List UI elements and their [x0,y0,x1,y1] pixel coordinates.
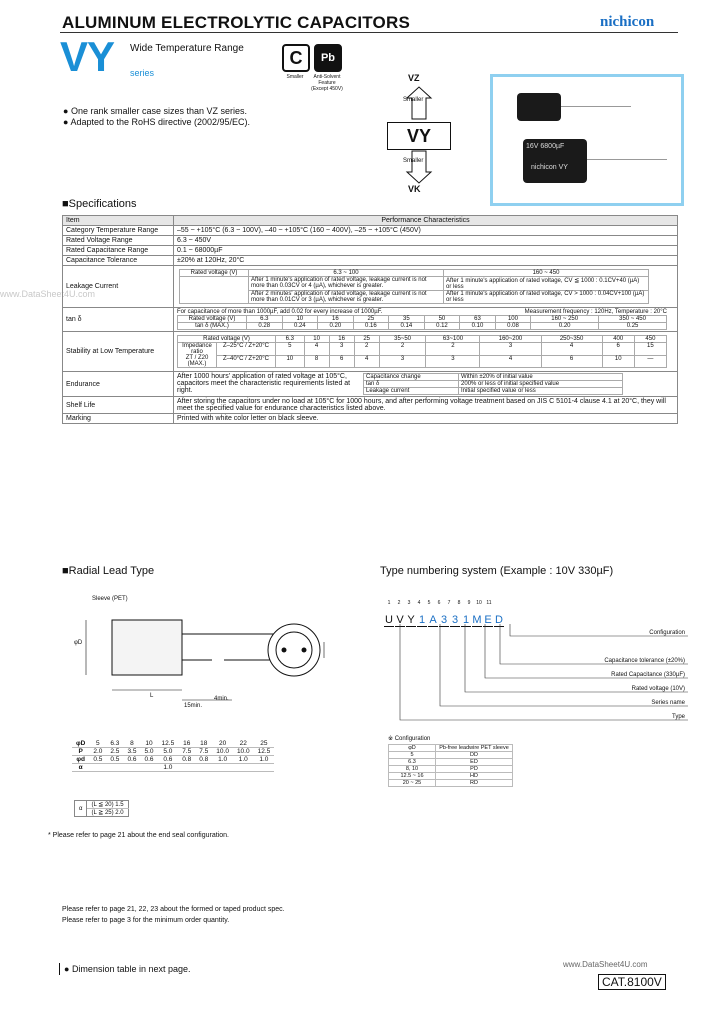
dim-cell: 20 [212,740,233,748]
tan-voltage-cell: 100 [495,316,531,323]
type-label: Rated voltage (10V) [631,686,685,692]
anti-solvent-badge-label: Anti-Solvent Feature (Except 450V) [311,74,343,92]
tan-item: tan δ [63,308,174,332]
rated-c-value: 0.1 ~ 68000µF [174,246,678,256]
dim-cell: 0.5 [89,756,106,764]
footer-bar [59,963,60,975]
watermark: www.DataSheet4U.com [0,289,96,299]
dim-cell: 25 [254,740,275,748]
lt-r2-cell: 3 [379,355,426,368]
dim-cell [254,764,275,772]
end-k3: Leakage current [364,388,459,395]
type-position: 10 [476,600,482,606]
dim-cell: 6.3 [106,740,123,748]
table-row [75,801,129,809]
dim-cell: 7.5 [195,748,212,756]
dim-cell [178,764,195,772]
table-row [364,381,623,388]
dim-cell: 3.5 [123,748,140,756]
lt-r1-cell: 2 [426,343,480,356]
endurance-subtable [363,373,623,395]
ref-line-2: Please refer to page 3 for the minimum order quantity. [62,917,230,924]
table-row [72,748,274,756]
shelf-value: After storing the capacitors under no load at 105°C for 1000 hours, and after performing voltage treatment based on JIS C 5101-4 clause 4.1 at 20°C, they will meet the specified value for endurance characteristics listed above. [174,397,678,414]
dim-cell: 10.0 [233,748,254,756]
type-code-char: V [396,614,404,626]
dim-cell: 2.0 [89,748,106,756]
leakage-value [174,266,678,308]
lt-r2-cell: 10 [602,355,634,368]
small-capacitor-image [517,93,561,121]
sleeve-label: Sleeve (PET) [92,596,128,602]
tan-voltage-cell: 10 [282,316,318,323]
product-photo [490,74,684,206]
dim-cell: 22 [233,740,254,748]
bullet-list [63,106,250,128]
tan-value-cell: 0.20 [531,323,599,330]
tan-value-cell: 0.14 [389,323,425,330]
lt-r1-cell: 6 [602,343,634,356]
endurance-item: Endurance [63,372,174,397]
lt-r1-cell: 5 [276,343,305,356]
config-cell: 5 [389,752,436,759]
dimension-table [72,740,274,772]
end-v1: Within ±20% of initial value [459,374,623,381]
lt-grp-2: ZT / Z20 (MAX.) [185,355,209,367]
lt-r1-cell: 2 [379,343,426,356]
lt-r2-cell: 3 [426,355,480,368]
smaller-badge-label: Smaller [286,74,304,80]
table-row [389,780,513,787]
dim-cell: 5.0 [158,748,179,756]
bullet-item: ● Adapted to the RoHS directive (2002/95/EC). [63,117,251,127]
table-row [72,756,274,764]
dim-cell: 0.6 [123,756,140,764]
config-cell: DD [436,752,513,759]
lt-r1-label: Z–25°C / Z+20°C [217,343,276,356]
endurance-value [174,372,678,397]
tan-value-cell: 0.10 [460,323,496,330]
rated-v-value: 6.3 ~ 450V [174,236,678,246]
catalog-number: CAT.8100V [598,974,666,990]
lt-r1-cell: 2 [354,343,379,356]
config-cell: 12.5 ~ 16 [389,773,436,780]
dim-cell: 2.5 [106,748,123,756]
lt-r1-cell: 4 [304,343,329,356]
tan-voltage-cell: 6.3 [247,316,283,323]
lt-r2-cell: 6 [329,355,354,368]
tan-value-cell: 0.24 [282,323,318,330]
lowtemp-subtable [177,335,667,368]
dimension-note: ● Dimension table in next page. [64,964,191,974]
type-position: 9 [467,600,471,606]
radial-heading: ■Radial Lead Type [62,565,155,577]
dim-cell: 18 [195,740,212,748]
dim-cell [89,764,106,772]
specifications-heading: ■Specifications [62,198,137,210]
endurance-text: After 1000 hours' application of rated voltage at 105°C, capacitors meet the characteristic requirements listed at right. [177,373,351,394]
tan-value-cell: 0.28 [247,323,283,330]
cap-marking-1: 16V 6800µF [526,143,565,150]
table-row [63,246,678,256]
flow-vy-box: VY [387,122,451,150]
lt-r1-cell: 4 [541,343,602,356]
flow-vz: VZ [408,73,420,83]
end-v3: Initial specified value or less [459,388,623,395]
lt-r1-cell: 15 [634,343,666,356]
leak-h-rated: Rated voltage (V) [180,270,249,277]
lowtemp-item: Stability at Low Temperature [63,332,174,372]
type-label: Rated Capacitance (330µF) [611,672,685,678]
config-cell: 8, 10 [389,766,436,773]
table-row [178,355,667,368]
lt-r2-cell: 4 [480,355,541,368]
lt-r1-cell: 3 [480,343,541,356]
type-position: 6 [437,600,441,606]
lt-r2-cell: 8 [304,355,329,368]
lt-r2-cell: 4 [354,355,379,368]
ref-line-1: Please refer to page 21, 22, 23 about the formed or taped product spec. [62,906,285,913]
rated-c-item: Rated Capacitance Range [63,246,174,256]
title-rule [60,32,678,33]
table-row [364,388,623,395]
flow-vk: VK [408,184,421,194]
dim-cell: 0.6 [140,756,157,764]
type-position: 7 [447,600,451,606]
lt-voltage-cell: 400 [602,336,634,343]
type-code-char: E [484,614,492,626]
table-row [63,332,678,372]
tan-voltage-cell: 35 [389,316,425,323]
config-cell: PD [436,766,513,773]
site-watermark: www.DataSheet4U.com [563,960,648,969]
type-position: 8 [457,600,461,606]
dim-cell: 5.0 [140,748,157,756]
lt-r2-cell: 10 [276,355,305,368]
type-position: 11 [486,600,492,606]
table-row [63,308,678,332]
dim-cell: 16 [178,740,195,748]
footer-refs [62,904,285,926]
col-performance: Performance Characteristics [174,216,678,226]
table-row [178,343,667,356]
config-cell: ED [436,759,513,766]
dim-cell: 1.0 [233,756,254,764]
leak-high-1: After 1 minute's application of rated voltage, CV ≦ 1000 : 0.1CV+40 (µA) or less [444,277,649,291]
marking-item: Marking [63,414,174,424]
config-title: ※ Configuration [388,736,431,742]
lt-voltage-cell: 160~200 [480,336,541,343]
cat-temp-value: –55 ~ +105°C (6.3 ~ 100V), –40 ~ +105°C (160 ~ 400V), –25 ~ +105°C (450V) [174,226,678,236]
dim-cell [233,764,254,772]
leak-h-low: 6.3 ~ 100 [249,270,444,277]
tan-h-label: Rated voltage (V) [178,316,247,323]
type-code-char: D [495,614,503,626]
table-row [63,266,678,308]
lt-voltage-cell: 35~50 [379,336,426,343]
tan-value-cell: 0.25 [599,323,667,330]
tan-note-right: Measurement frequency : 120Hz, Temperature : 20°C [524,309,667,315]
dim-header-cell: P [72,748,89,756]
type-label: Series name [651,700,685,706]
flow-smaller-bottom: Smaller [403,158,424,164]
dim-header-cell: φD [72,740,89,748]
table-row [178,316,667,323]
table-row [63,397,678,414]
leak-high-2: After 1 minute's application of rated voltage, CV > 1000 : 0.04CV+100 (µA) or less [444,291,649,304]
table-row [178,336,667,343]
type-code-char: M [472,614,482,626]
table-row [389,766,513,773]
leakage-subtable [179,269,649,304]
leak-low-1: After 1 minute's application of rated voltage, leakage current is not more than 0.03CV or 4 (µA), whichever is greater. [249,277,444,291]
config-cell: 20 ~ 25 [389,780,436,787]
type-code-char: 3 [451,614,459,626]
table-row [63,236,678,246]
dim-cell: 0.5 [106,756,123,764]
type-label: Capacitance tolerance (±20%) [604,658,685,664]
dim-cell: 1.0 [158,764,179,772]
dim-cell [212,764,233,772]
cap-tol-value: ±20% at 120Hz, 20°C [174,256,678,266]
table-row [364,374,623,381]
table-row [63,414,678,424]
leak-blank [180,277,249,304]
bullet-item: ● One rank smaller case sizes than VZ series. [63,106,248,116]
dim-cell: 1.0 [254,756,275,764]
rated-v-item: Rated Voltage Range [63,236,174,246]
type-positions [384,600,494,606]
table-row [178,323,667,330]
tan-value [174,308,678,332]
table-row [72,764,274,772]
tan-value-cell: 0.08 [495,323,531,330]
dim-cell: 0.8 [195,756,212,764]
config-h2: Pb-free leadwire PET sleeve [436,745,513,752]
page-title: ALUMINUM ELECTROLYTIC CAPACITORS [62,13,410,32]
type-position: 4 [417,600,421,606]
type-code-char: 1 [462,614,470,626]
dim-cell: 5 [89,740,106,748]
cap-marking-2: nichicon VY [531,164,568,171]
lt-voltage-cell: 25 [354,336,379,343]
tan-voltage-cell: 63 [460,316,496,323]
lt-voltage-cell: 10 [304,336,329,343]
lt-h-label: Rated voltage (V) [178,336,276,343]
dim-cell: 12.5 [254,748,275,756]
table-row [389,759,513,766]
table-row [389,752,513,759]
type-label: Type [671,714,685,720]
table-row [63,216,678,226]
type-code-char: 1 [418,614,426,626]
leak-h-high: 160 ~ 450 [444,270,649,277]
lt-group [178,343,217,368]
dim-cell: 7.5 [178,748,195,756]
tan-voltage-cell: 16 [318,316,354,323]
l-label: L [150,693,154,699]
tan-voltage-cell: 160 ~ 250 [531,316,599,323]
lt-voltage-cell: 63~100 [426,336,480,343]
lt-voltage-cell: 6.3 [276,336,305,343]
smaller-badge-icon: C [282,44,310,72]
dim-header-cell: α [72,764,89,772]
table-row [389,773,513,780]
tan-note-left: For capacitance of more than 1000µF, add 0.02 for every increase of 1000µF. [177,309,383,315]
config-h1: φD [389,745,436,752]
tan-subtable [177,315,667,330]
type-position: 5 [427,600,431,606]
lt-r2-cell: 6 [541,355,602,368]
lt-voltage-cell: 250~350 [541,336,602,343]
alpha-row-1: (L ≦ 20) 1.5 [87,801,128,809]
config-table [388,744,513,787]
table-row [63,372,678,397]
lowtemp-value [174,332,678,372]
up-arrow-icon [393,86,445,120]
flow-smaller-top: Smaller [403,97,424,103]
type-code-char: A [429,614,437,626]
series-code: VY [60,33,115,80]
type-code-char: Y [407,614,415,626]
table-row [180,270,649,277]
alpha-label: α [75,801,87,817]
anti-solvent-badge-icon: Pb [314,44,342,72]
type-code-char: 3 [440,614,448,626]
leakage-item: Leakage Current [63,266,174,308]
specifications-table [62,215,678,424]
radial-lead-drawing [62,590,362,720]
cap-tol-item: Capacitance Tolerance [63,256,174,266]
end-v2: 200% or less of initial specified value [459,381,623,388]
tan-voltage-cell: 50 [424,316,460,323]
tan-value-cell: 0.12 [424,323,460,330]
min2-label: 4min. [214,696,229,702]
series-word: series [130,68,155,78]
lt-voltage-cell: 450 [634,336,666,343]
tan-voltage-cell: 25 [353,316,389,323]
series-subtitle: Wide Temperature Range [130,43,244,54]
type-position: 2 [397,600,401,606]
dim-cell [106,764,123,772]
alpha-row-2: (L ≧ 25) 2.0 [91,810,124,816]
dim-cell [123,764,140,772]
dim-cell: 10 [140,740,157,748]
col-item: Item [63,216,174,226]
table-row [180,291,649,304]
config-cell: RD [436,780,513,787]
lt-grp-1: Impedance ratio [182,343,212,355]
table-row [63,226,678,236]
brand-logo: nichicon [600,14,655,30]
table-row [389,745,513,752]
dim-cell [195,764,212,772]
dim-cell: 10.0 [212,748,233,756]
large-capacitor-image [523,139,587,183]
shelf-item: Shelf Life [63,397,174,414]
lt-r2-label: Z–40°C / Z+20°C [217,355,276,368]
type-numbering-heading: Type numbering system (Example : 10V 330µF) [380,565,614,577]
dim-cell: 1.0 [212,756,233,764]
leak-low-2: After 2 minutes' application of rated voltage, leakage current is not more than 0.01CV or 3 (µA), whichever is greater. [249,291,444,304]
type-label: Configuration [649,630,685,636]
type-position: 3 [407,600,411,606]
od-label: φD [74,640,83,646]
dim-header-cell: φd [72,756,89,764]
tan-value-cell: 0.20 [318,323,354,330]
end-k1: Capacitance change [364,374,459,381]
tan-value-cell: 0.16 [353,323,389,330]
config-cell: HD [436,773,513,780]
alpha-table [74,800,129,817]
end-seal-note: * Please refer to page 21 about the end seal configuration. [48,832,229,839]
lt-r1-cell: 3 [329,343,354,356]
type-code-char: U [385,614,393,626]
down-arrow-icon [393,150,445,184]
table-row [180,277,649,291]
config-cell: 6.3 [389,759,436,766]
cat-temp-item: Category Temperature Range [63,226,174,236]
dim-cell: 0.6 [158,756,179,764]
end-k2: tan δ [364,381,459,388]
dim-cell: 8 [123,740,140,748]
lt-r2-cell: — [634,355,666,368]
tan-voltage-cell: 350 ~ 450 [599,316,667,323]
table-row [63,256,678,266]
type-position: 1 [387,600,391,606]
lt-voltage-cell: 16 [329,336,354,343]
min-label: 15min. [184,703,203,709]
marking-value: Printed with white color letter on black sleeve. [174,414,678,424]
dim-cell: 12.5 [158,740,179,748]
dim-cell: 0.8 [178,756,195,764]
table-row [72,740,274,748]
dim-cell [140,764,157,772]
tan-row-label: tan δ (MAX.) [178,323,247,330]
